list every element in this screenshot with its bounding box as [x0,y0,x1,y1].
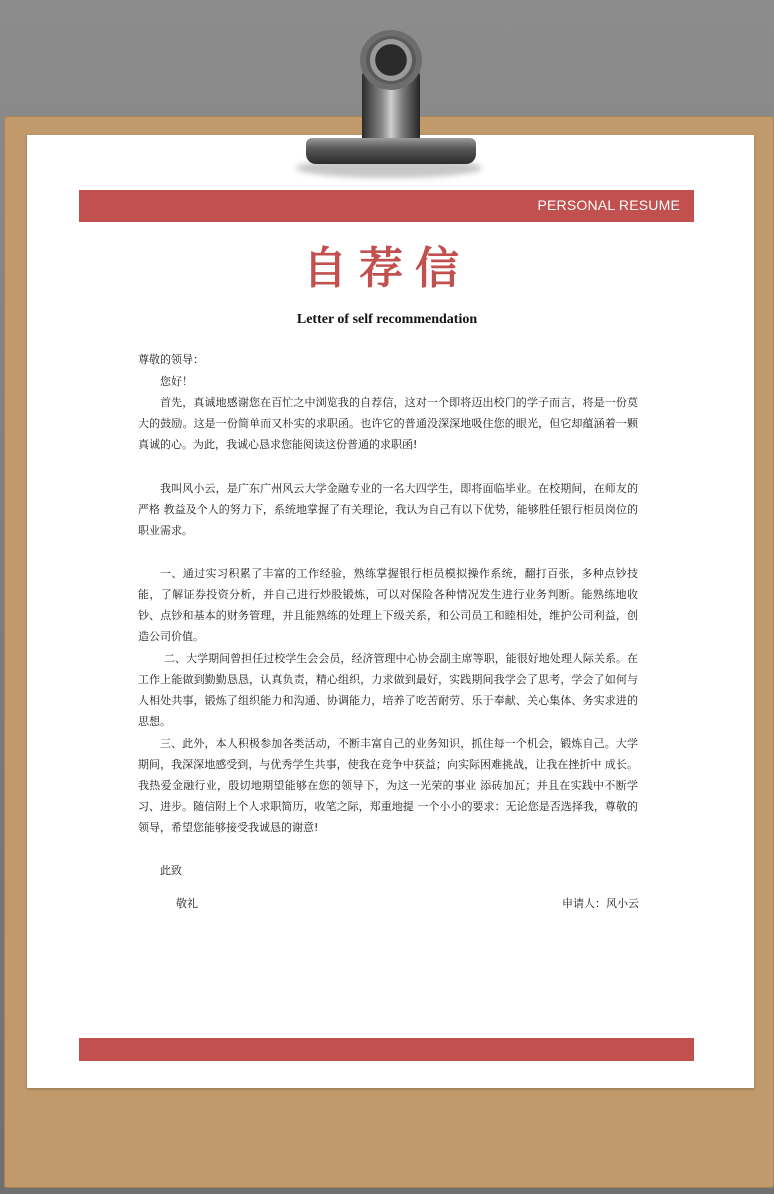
closing-line-2: 敬礼 [176,897,198,910]
header-label: PERSONAL RESUME [537,197,680,213]
paragraph-2: 我叫风小云，是广东广州风云大学金融专业的一名大四学生，即将面临毕业。在校期间，在师友的严格 教益及个人的努力下，系统地掌握了有关理论，我认为自己有以下优势，能够胜任银行柜员岗位的职业需求。 [138,482,638,537]
footer-bar [79,1038,694,1061]
clip-base-icon [306,138,476,164]
page-title: 自荐信 [303,243,471,294]
page-subtitle: Letter of self recommendation [296,312,478,327]
header-bar [79,190,694,222]
closing-line-1: 此致 [160,864,182,877]
paragraph-1: 首先，真诚地感谢您在百忙之中浏览我的自荐信，这对一个即将迈出校门的学子而言，将是一份莫大的鼓励。这是一份简单而又朴实的求职函。也许它的普通没深深地吸住您的眼光，但它却蕴涵着一颗真诚的心。为此，我诚心恳求您能阅读这份普通的求职函! [138,396,638,451]
salutation: 尊敬的领导： [138,353,204,366]
paragraph-5: 三、此外，本人积极参加各类活动，不断丰富自己的业务知识，抓住每一个机会，锻炼自己。大学期间，我深深地感受到，与优秀学生共事，使我在竞争中获益；向实际困难挑战，让我在挫折中 成长。我热爱金融行业，殷切地期望能够在您的领导下，为这一光荣的事业 添砖加瓦；并且在实践中不断学习、进步。随信附上个人求职简历，收笔之际，郑重地提 一个小小的要求：无论您是否选择我，尊敬的领导，希望您能够接受我诚恳的谢意! [138,737,638,834]
greeting: 您好！ [160,375,193,388]
paragraph-3: 一、通过实习积累了丰富的工作经验，熟练掌握银行柜员模拟操作系统，翻打百张，多种点钞技能，了解证券投资分析，并自己进行炒股锻炼，可以对保险各种情况发生进行业务判断。能熟练地收钞、点钞和基本的财务管理，并且能熟练的处理上下级关系，和公司员工和睦相处，维护公司利益，创造公司价值。 [138,567,638,643]
paragraph-4: 二、大学期间曾担任过校学生会会员，经济管理中心协会副主席等职，能很好地处理人际关系。在工作上能做到勤勤恳恳，认真负责，精心组织，力求做到最好，实践期间我学会了思考，学会了如何与人相处共事，锻炼了组织能力和沟通、协调能力，培养了吃苦耐劳、乐于奉献、关心集体、务实求进的思想。 [138,652,638,728]
clip-ring-icon [360,30,422,90]
signature: 申请人：风小云 [562,897,639,910]
